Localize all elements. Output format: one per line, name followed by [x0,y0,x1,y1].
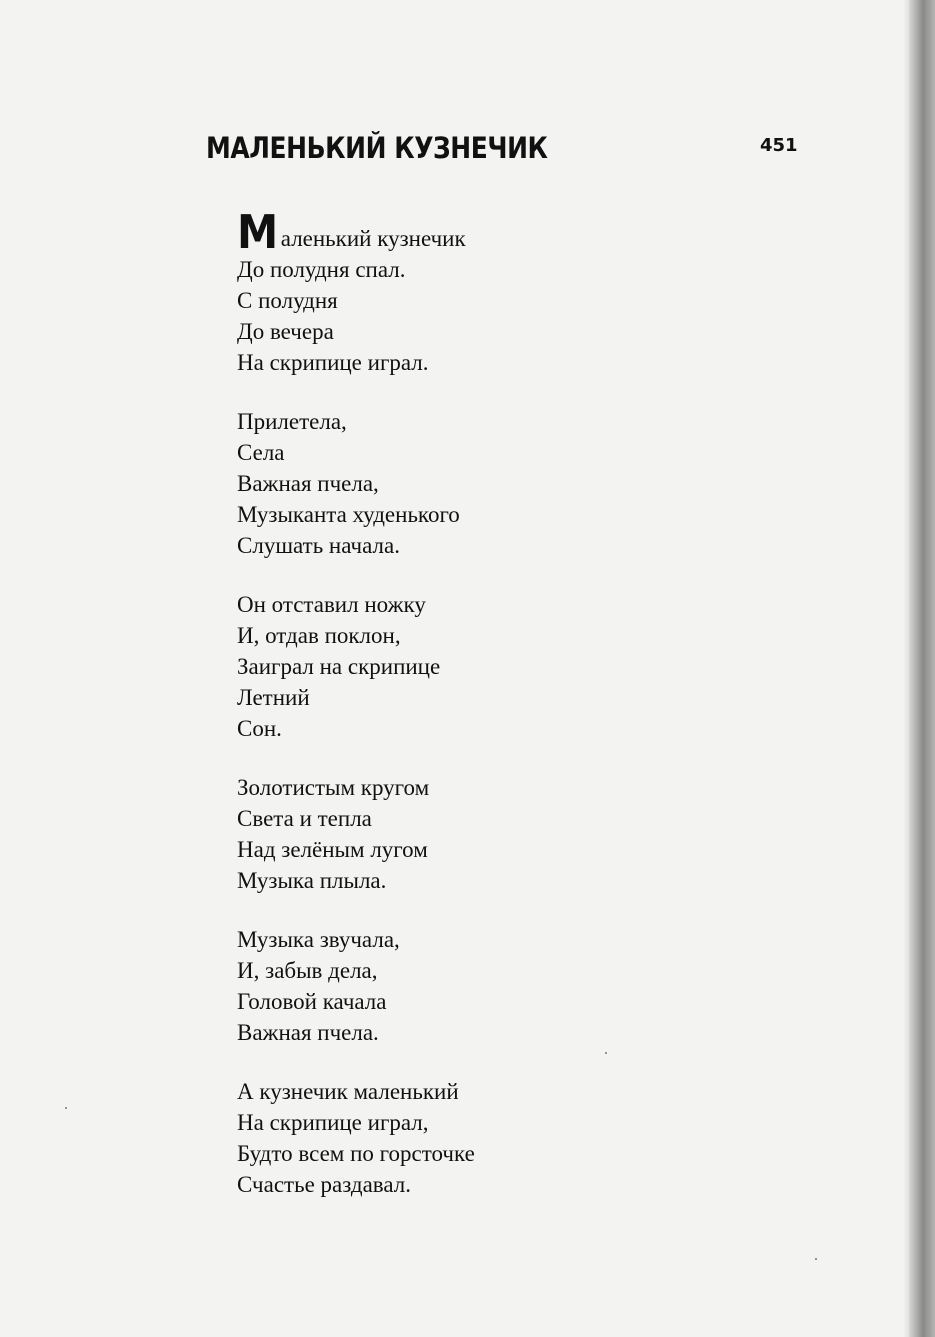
poem-line: Сон. [237,716,282,741]
poem-line: Света и тепла [237,806,372,831]
poem-line: Летний [237,685,310,710]
poem-line [237,205,657,259]
poem-line: Счастье раздавал. [237,1172,412,1197]
poem-line: А кузнечик маленький [237,1079,459,1104]
poem-body [237,205,657,1228]
poem-line: Важная пчела. [237,1020,379,1045]
poem-line: Прилетела, [237,409,347,434]
poem-line: До вечера [237,319,334,344]
poem-line: Будто всем по горсточке [237,1141,475,1166]
poem-line: Слушать начала. [237,533,400,558]
paper-speck [605,1052,607,1054]
poem-line: На скрипице играл. [237,350,429,375]
stanza-4 [237,772,657,896]
poem-line: Музыка плыла. [237,868,387,893]
page-edge [909,0,935,1337]
poem-title: МАЛЕНЬКИЙ КУЗНЕЧИК [206,131,548,165]
poem-line: С полудня [237,288,338,313]
stanza-2 [237,406,657,561]
poem-line: Музыка звучала, [237,927,400,952]
stanza-6 [237,1076,657,1200]
poem-line: И, забыв дела, [237,958,378,983]
poem-line: Он отставил ножку [237,592,426,617]
poem-line: И, отдав поклон, [237,623,401,648]
stanza-3 [237,589,657,744]
poem-line: До полудня спал. [237,257,406,282]
page-number: 451 [760,135,798,156]
poem-line: Головой качала [237,989,387,1014]
poem-line: Важная пчела, [237,471,379,496]
drop-cap: М [237,205,279,259]
paper-speck [65,1107,67,1109]
paper-speck [815,1258,817,1260]
stanza-5 [237,924,657,1048]
poem-line: Над зелёным лугом [237,837,428,862]
poem-line: Заиграл на скрипице [237,654,441,679]
poem-line: На скрипице играл, [237,1110,429,1135]
poem-line: Музыканта худенького [237,502,460,527]
first-line-text: аленький кузнечик [280,226,466,251]
stanza-1 [237,205,657,378]
poem-line: Села [237,440,285,465]
poem-line: Золотистым кругом [237,775,430,800]
